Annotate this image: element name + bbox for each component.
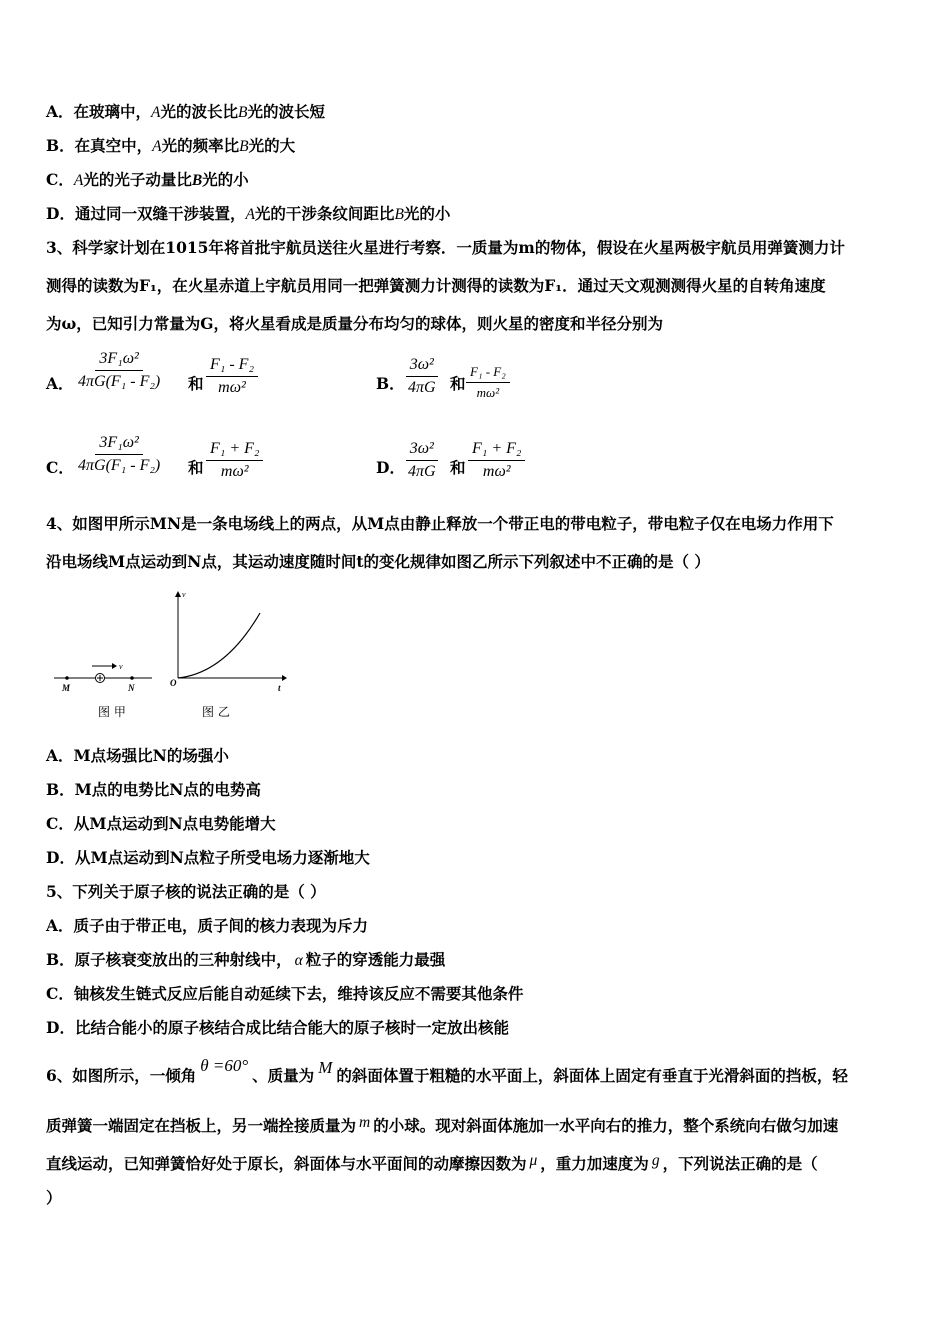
caption-b: 图 乙: [202, 705, 230, 719]
q5-option-b: B．原子核衰变放出的三种射线中， α 粒子的穿透能力最强: [46, 950, 446, 969]
point-n: [130, 676, 134, 680]
q4-option-a: A．M点场强比N的场强小: [46, 746, 229, 765]
q5-stem: 5、下列关于原子核的说法正确的是（ ）: [46, 882, 326, 901]
q3-stem-line2: 测得的读数为F₁，在火星赤道上宇航员用同一把弹簧测力计测得的读数为F₁．通过天文观测测得火星的自转角速度: [46, 276, 826, 295]
label-t: t: [278, 683, 281, 693]
q5-option-a: A．质子由于带正电，质子间的核力表现为斥力: [46, 916, 369, 935]
q2-option-b: B．在真空中，A光的频率比B光的大: [46, 136, 296, 155]
q3-option-b-radius: $\frac{\text{F₁ - F₂}}{\text{mω²}}$: [466, 364, 510, 401]
label-m: M: [62, 683, 71, 693]
q3-option-d-radius: $\frac{\text{F₁ + F₂}}{\text{mω²}}$: [468, 440, 525, 481]
q6-stem-line4: ）: [46, 1188, 62, 1207]
q3-option-c-radius: $\frac{\text{F₁ + F₂}}{\text{mω²}}$: [206, 440, 263, 481]
q3-option-b-label: B．: [376, 374, 405, 393]
q3-option-b-and: 和: [450, 374, 466, 393]
caption-a: 图 甲: [98, 705, 126, 719]
q2-option-a: A．在玻璃中，A光的波长比B光的波长短: [46, 102, 325, 121]
q3-option-a-and: 和: [188, 374, 204, 393]
q3-option-a-label: A．: [46, 374, 74, 393]
point-m: [65, 676, 69, 680]
figure-b: [170, 590, 287, 719]
label-v-axis: v: [182, 590, 186, 599]
q3-option-c-density: $\frac{\text{3F₁ω²}}{\text{4πG(F₁ - F₂)}}$: [78, 434, 161, 474]
q3-option-c-and: 和: [188, 458, 204, 477]
q3-option-c-label: C．: [46, 458, 74, 477]
q4-option-b: B．M点的电势比N点的电势高: [46, 780, 261, 799]
label-n: N: [128, 683, 135, 693]
q6-stem-line2: 质弹簧一端固定在挡板上，另一端拴接质量为 m 的小球。现对斜面体施加一水平向右的推力，整个系统向右做匀加速: [46, 1114, 839, 1135]
q2-option-c: C．A光的光子动量比B光的小: [46, 170, 249, 189]
label-origin: O: [170, 678, 177, 688]
q5-option-d: D．比结合能小的原子核结合成比结合能大的原子核时一定放出核能: [46, 1018, 509, 1037]
q6-stem-line3: 直线运动，已知弹簧恰好处于原长，斜面体与水平面间的动摩擦因数为 μ ，重力加速度为 g ，下列说法正确的是（: [46, 1152, 818, 1173]
q3-option-a-density: $\frac{\text{3F₁ω²}}{\text{4πG(F₁ - F₂)}}$: [78, 350, 161, 390]
q4-figure: [40, 585, 300, 725]
velocity-arrowhead: [112, 663, 117, 669]
q6-stem-line1: 6、如图所示，一倾角θ =60°、质量为 M 的斜面体置于粗糙的水平面上，斜面体上固定有垂直于光滑斜面的挡板，轻: [46, 1056, 848, 1085]
q3-option-b-density: $\frac{\text{3ω²}}{4\pi G}$: [404, 356, 440, 397]
q4-stem-line2: 沿电场线M点运动到N点，其运动速度随时间t的变化规律如图乙所示下列叙述中不正确的是（ ）: [46, 552, 710, 571]
q5-option-c: C．铀核发生链式反应后能自动延续下去，维持该反应不需要其他条件: [46, 984, 524, 1003]
q3-stem-line1: 3、科学家计划在1015年将首批宇航员送往火星进行考察．一质量为m的物体，假设在火星两极宇航员用弹簧测力计: [46, 238, 845, 257]
q2-option-d: D．通过同一双缝干涉装置，A光的干涉条纹间距比B光的小: [46, 204, 451, 223]
q3-stem-line3: 为ω，已知引力常量为G，将火星看成是质量分布均匀的球体，则火星的密度和半径分别为: [46, 314, 663, 333]
q3-option-a-radius: $\frac{\text{F₁ - F₂}}{\text{mω²}}$: [206, 356, 258, 397]
q3-option-d-and: 和: [450, 458, 466, 477]
figure-a: [54, 662, 152, 719]
q4-option-d: D．从M点运动到N点粒子所受电场力逐渐地大: [46, 848, 370, 867]
q4-stem-line1: 4、如图甲所示MN是一条电场线上的两点，从M点由静止释放一个带正电的带电粒子，带电粒子仅在电场力作用下: [46, 514, 834, 533]
q3-option-d-label: D．: [376, 458, 405, 477]
velocity-curve: [178, 613, 260, 678]
label-v-arrow: v: [119, 662, 123, 671]
q3-option-d-density: $\frac{\text{3ω²}}{4\pi G}$: [404, 440, 440, 481]
q4-option-c: C．从M点运动到N点电势能增大: [46, 814, 276, 833]
